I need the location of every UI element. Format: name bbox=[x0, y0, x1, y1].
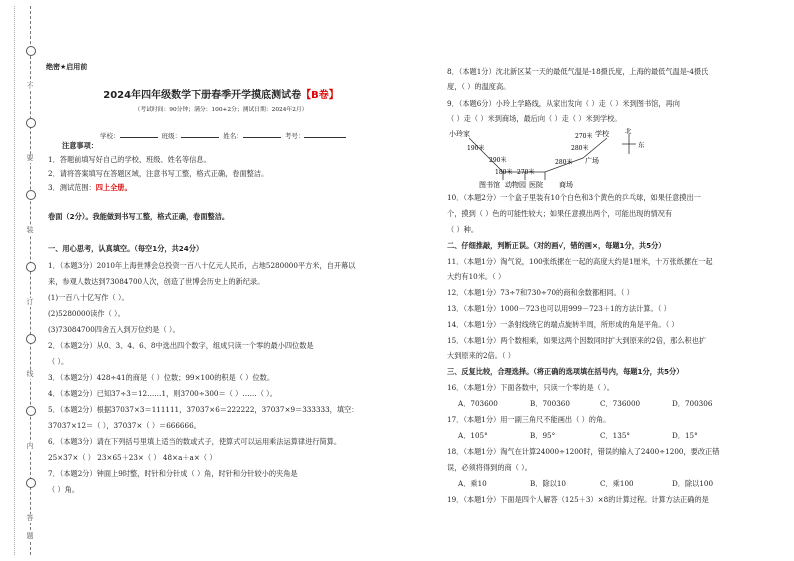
question-line: 大到原来的2倍。（ ） bbox=[447, 351, 515, 360]
exam-info: （考试时间：90分钟；满分：100+2分；测试日期：2024年2月） bbox=[134, 107, 308, 113]
field-id-label: 考号： bbox=[284, 132, 305, 140]
binding-mark: 线 bbox=[24, 370, 36, 379]
question-line: （ ）种。 bbox=[447, 225, 479, 234]
note-item: 2．请将答案填写在答题区域，注意书写工整，格式正确，卷面整洁。 bbox=[48, 169, 269, 178]
paper-score: 卷面（2分）。我能做到书写工整，格式正确，卷面整洁。 bbox=[48, 212, 230, 221]
map-label-home: 小玲家 bbox=[449, 130, 470, 138]
note-item: 1．答题前填写好自己的学校、班级、姓名等信息。 bbox=[48, 155, 211, 164]
map-distance: 280米 bbox=[555, 159, 573, 166]
question-line: 13．（本题1分）1000－723也可以用999－723＋1的方法计算。（ ） bbox=[447, 304, 671, 313]
notes-title: 注意事项： bbox=[62, 141, 98, 150]
question-line: 11．（本题1分）淘气说，100张纸摞在一起的高度大约是1厘米，十万张纸摞在一起 bbox=[447, 257, 713, 266]
map-distance: 180米 bbox=[495, 169, 513, 176]
map-distance: 280米 bbox=[571, 145, 589, 152]
school-input[interactable] bbox=[120, 129, 158, 138]
option-c: C．乘100 bbox=[600, 479, 634, 488]
binding-mark: 订 bbox=[24, 298, 36, 307]
option-d: D．除以100 bbox=[672, 479, 714, 488]
question-line: 来，参观人数达到73084700人次，创造了世博会历史上的新纪录。 bbox=[48, 277, 265, 286]
compass-north-label: 北 bbox=[625, 128, 632, 135]
name-input[interactable] bbox=[243, 129, 281, 138]
question-line: 2．（本题2分）从0、3、4、6、8中选出四个数字，组成只读一个零的最小四位数是 bbox=[48, 341, 314, 350]
map-label-library: 图书馆 bbox=[479, 181, 500, 189]
binding-mark: 不 bbox=[24, 82, 36, 91]
question-line: 25×37×（ ） 23×65＋23×（ ） 48×a＋a×（ ） bbox=[48, 453, 217, 462]
map-distance: 270米 bbox=[517, 169, 535, 176]
page-title bbox=[46, 86, 396, 101]
map-label-mall: 商场 bbox=[559, 181, 573, 189]
section1-heading: 一、用心思考，认真填空。（每空1分，共24分） bbox=[48, 244, 204, 253]
compass-east-label: 东 bbox=[638, 141, 645, 149]
question-line: 9．（本题6分）小玲上学路线，从家出发向（ ）走（ ）米到图书馆，再向 bbox=[447, 99, 680, 108]
question-line: 大约有10米。（ ） bbox=[447, 272, 506, 281]
class-input[interactable] bbox=[181, 129, 219, 138]
secret-label: 绝密★启用前 bbox=[46, 63, 88, 71]
map-label-square: 广场 bbox=[585, 157, 599, 165]
option-a: A．乘10 bbox=[458, 479, 487, 488]
question-line: 10．（本题2分）一个盒子里装有10个白色和3个黄色的乒乓球，如果任意摸出一 bbox=[447, 193, 701, 202]
section2-heading: 二、仔细推敲，判断正误。（对的画√，错的画×，每题1分，共5分） bbox=[447, 241, 666, 250]
section3-heading: 三、反复比较，合理选择。（将正确的选项填在括号内，每题1分，共5分） bbox=[447, 367, 684, 376]
binding-hole-icon bbox=[26, 118, 36, 128]
field-class-label: 班级： bbox=[161, 132, 182, 140]
binding-mark: 内 bbox=[24, 442, 36, 451]
option-a: A．105° bbox=[458, 431, 488, 440]
question-line: 4．（本题2分）已知37÷3＝12……1，则3700÷300＝（ ）……（ ）。 bbox=[48, 389, 277, 398]
binding-dotted-line bbox=[14, 6, 15, 555]
map-distance: 190米 bbox=[467, 145, 485, 152]
question-line: 14．（本题1分）一条射线绕它的端点旋转半周，所形成的角是平角。（ ） bbox=[447, 320, 679, 329]
field-name-label: 姓名： bbox=[223, 132, 243, 140]
binding-margin bbox=[0, 0, 40, 561]
title-main: 2024年四年级数学下册春季开学摸底测试卷 bbox=[103, 90, 302, 101]
map-label-school: 学校 bbox=[595, 130, 609, 138]
question-line: 16．（本题1分）下面各数中，只读一个零的是（ ）。 bbox=[447, 383, 614, 392]
question-line: (2)5280000读作（ ）。 bbox=[48, 309, 125, 318]
question-line: 17．（本题1分）用一副三角尺不能画出（ ）的角。 bbox=[447, 415, 611, 424]
question-line: (1)一百八十亿写作（ ）。 bbox=[48, 293, 129, 302]
question-line: 15．（本题1分）两个数相乘，如果这两个因数同时扩大到原来的2倍，那么积也扩 bbox=[447, 336, 707, 345]
note-item: 3．测试范围：四上全册。 bbox=[48, 183, 132, 192]
map-label-hospital: 医院 bbox=[529, 181, 543, 189]
map-distance: 270米 bbox=[575, 133, 593, 140]
field-school-label: 学校： bbox=[100, 132, 120, 140]
route-line bbox=[469, 138, 607, 172]
binding-hole-icon bbox=[26, 262, 36, 272]
question-line: 1．（本题3分）2010年上海世博会总投资一百八十亿元人民币，占地5280000平方米，自开幕以 bbox=[48, 261, 356, 270]
question-line: 3．（本题2分）428÷41的商是（ ）位数；99×100的积是（ ）位数。 bbox=[48, 373, 275, 382]
id-input[interactable] bbox=[304, 129, 346, 138]
map-label-zoo: 动物园 bbox=[505, 181, 526, 189]
map-distance: 290米 bbox=[489, 157, 507, 164]
route-map-figure bbox=[447, 128, 697, 190]
student-fields bbox=[100, 129, 346, 140]
binding-hole-icon bbox=[26, 334, 36, 344]
question-line: (3)73084700四舍五入到万位约是（ ）。 bbox=[48, 325, 180, 334]
option-c: C．736000 bbox=[600, 399, 641, 408]
binding-hole-icon bbox=[26, 478, 36, 488]
question-line: 18．（本题1分）淘气在计算24000÷1200时，错误的输入了2400÷1200，要改正错 bbox=[447, 447, 720, 456]
question-line: （ ）。 bbox=[48, 357, 69, 366]
binding-mark: 装 bbox=[24, 226, 36, 235]
binding-mark: 要 bbox=[24, 154, 36, 163]
question-line: 19．（本题1分）下面是四个人解答（125＋3）×8的计算过程。计算方法正确的是 bbox=[447, 495, 709, 504]
scope-text: 四上全册。 bbox=[95, 183, 132, 192]
question-line: 度，（ ）的温度高。 bbox=[447, 82, 511, 91]
question-line: （ ）角。 bbox=[48, 485, 80, 494]
binding-hole-icon bbox=[26, 190, 36, 200]
binding-mark: 题 bbox=[24, 532, 36, 541]
option-a: A．703600 bbox=[458, 399, 498, 408]
question-line: 8．（本题1分）沈北新区某一天的最低气温是-18摄氏度，上海的最低气温是-4摄氏 bbox=[447, 67, 709, 76]
option-b: B．95° bbox=[530, 431, 556, 440]
question-line: 6．（本题3分）请在下列括号里填上适当的数或式子，使算式可以运用乘法运算律进行简算。 bbox=[48, 437, 342, 446]
option-b: B．700360 bbox=[530, 399, 570, 408]
binding-hole-icon bbox=[26, 406, 36, 416]
title-tag: 【B卷】 bbox=[301, 90, 339, 101]
question-line: 5．（本题2分）根据37037×3＝111111，37037×6＝222222，37037×9＝333333，填空： bbox=[48, 405, 359, 414]
question-line: 7．（本题2分）钟面上9时整，时针和分针成（ ）角，时针和分针较小的夹角是 bbox=[48, 469, 298, 478]
question-line: 12．（本题1分）73÷7和730÷70的商和余数都相同。（ ） bbox=[447, 288, 634, 297]
option-c: C．135° bbox=[600, 431, 630, 440]
option-d: D．700306 bbox=[672, 399, 713, 408]
question-line: 37037×12＝（ ），37037×（ ）＝666666。 bbox=[48, 421, 201, 430]
question-line: （ ）走（ ）米到商场，最后向（ ）走（ ）米到学校。 bbox=[447, 114, 622, 123]
binding-hole-icon bbox=[26, 46, 36, 56]
question-line: 个，摸到（ ）色的可能性较大；如果任意摸出两个，可能出现的情况有 bbox=[447, 209, 673, 218]
option-b: B．除以10 bbox=[530, 479, 566, 488]
question-line: 误，必须将得到的商（ ）。 bbox=[447, 463, 532, 472]
binding-mark: 答 bbox=[24, 514, 36, 523]
option-d: D．15° bbox=[672, 431, 698, 440]
